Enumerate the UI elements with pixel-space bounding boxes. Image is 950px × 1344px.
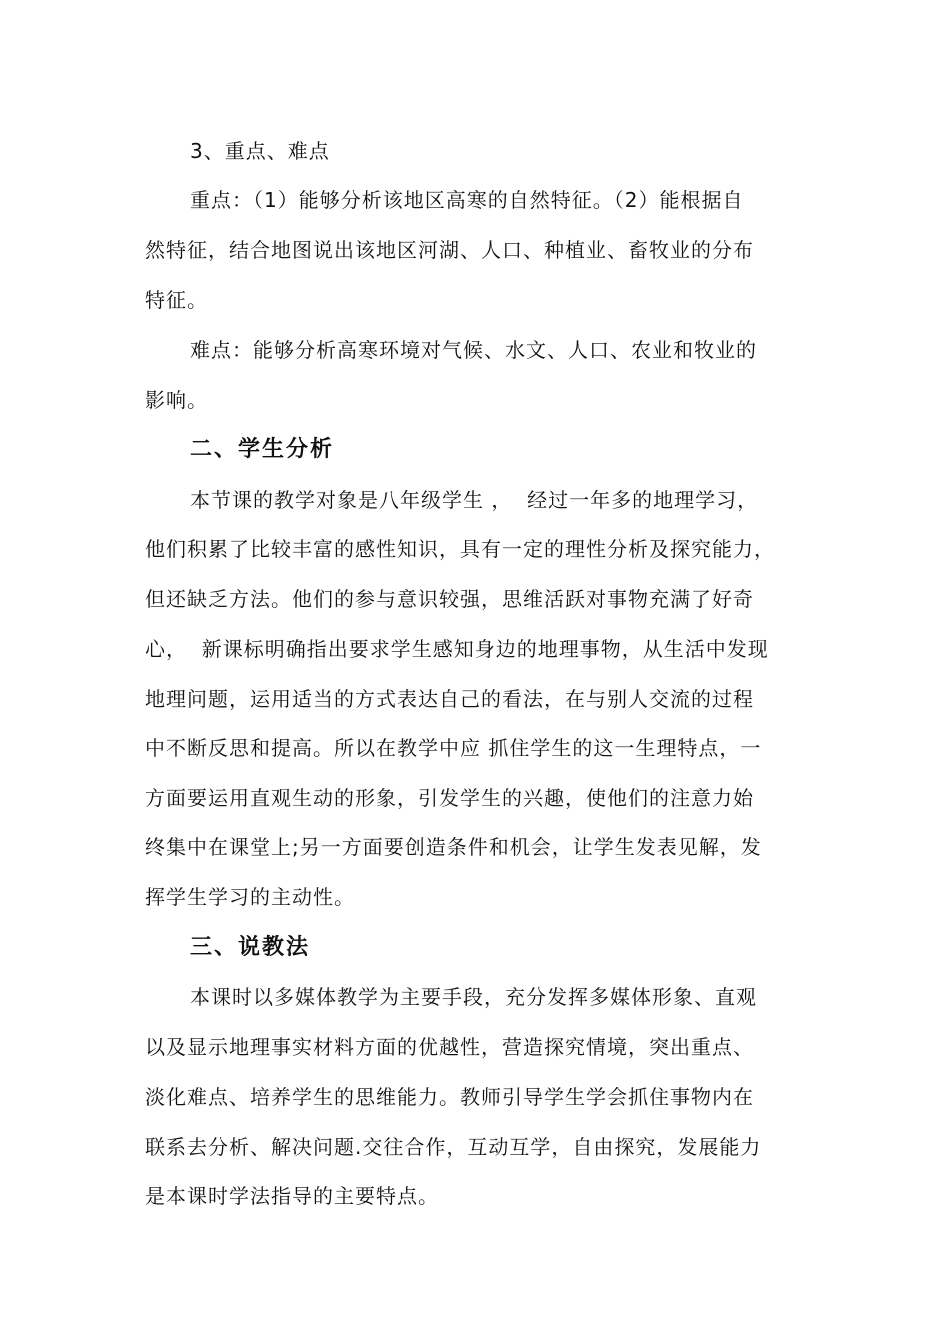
student-analysis-line: 心， 新课标明确指出要求学生感知身边的地理事物，从生活中发现	[145, 637, 769, 661]
student-analysis-heading: 二、学生分析	[190, 437, 335, 462]
student-analysis-line: 他们积累了比较丰富的感性知识，具有一定的理性分析及探究能力，	[145, 537, 775, 561]
teaching-method-line: 本课时以多媒体教学为主要手段，充分发挥多媒体形象、直观	[190, 985, 757, 1009]
key-points-line-1: 重点：（1）能够分析该地区高寒的自然特征。（2）能根据自	[190, 188, 744, 212]
student-analysis-line: 终集中在课堂上;另一方面要创造条件和机会，让学生发表见解，发	[145, 835, 762, 859]
key-points-line-2: 然特征，结合地图说出该地区河湖、人口、种植业、畜牧业的分布	[145, 238, 754, 262]
student-analysis-line: 本节课的教学对象是八年级学生 ， 经过一年多的地理学习，	[190, 488, 759, 512]
section-3-title: 3、重点、难点	[190, 139, 330, 163]
student-analysis-line: 方面要运用直观生动的形象，引发学生的兴趣，使他们的注意力始	[145, 786, 754, 810]
teaching-method-line: 是本课时学法指导的主要特点。	[145, 1184, 439, 1208]
teaching-method-line: 以及显示地理事实材料方面的优越性，营造探究情境，突出重点、	[145, 1035, 754, 1059]
student-analysis-line: 中不断反思和提高。所以在教学中应 抓住学生的这一生理特点，一	[145, 736, 762, 760]
teaching-method-line: 联系去分析、解决问题.交往合作，互动互学，自由探究，发展能力	[145, 1135, 762, 1159]
teaching-method-line: 淡化难点、培养学生的思维能力。教师引导学生学会抓住事物内在	[145, 1085, 754, 1109]
student-analysis-line: 挥学生学习的主动性。	[145, 885, 355, 909]
student-analysis-line: 但还缺乏方法。他们的参与意识较强，思维活跃对事物充满了好奇	[145, 587, 754, 611]
teaching-method-heading: 三、说教法	[190, 935, 311, 960]
difficult-points-line-1: 难点：能够分析高寒环境对气候、水文、人口、农业和牧业的	[190, 338, 757, 362]
student-analysis-line: 地理问题，运用适当的方式表达自己的看法，在与别人交流的过程	[145, 687, 754, 711]
difficult-points-line-2: 影响。	[145, 388, 208, 412]
key-points-line-3: 特征。	[145, 288, 208, 312]
